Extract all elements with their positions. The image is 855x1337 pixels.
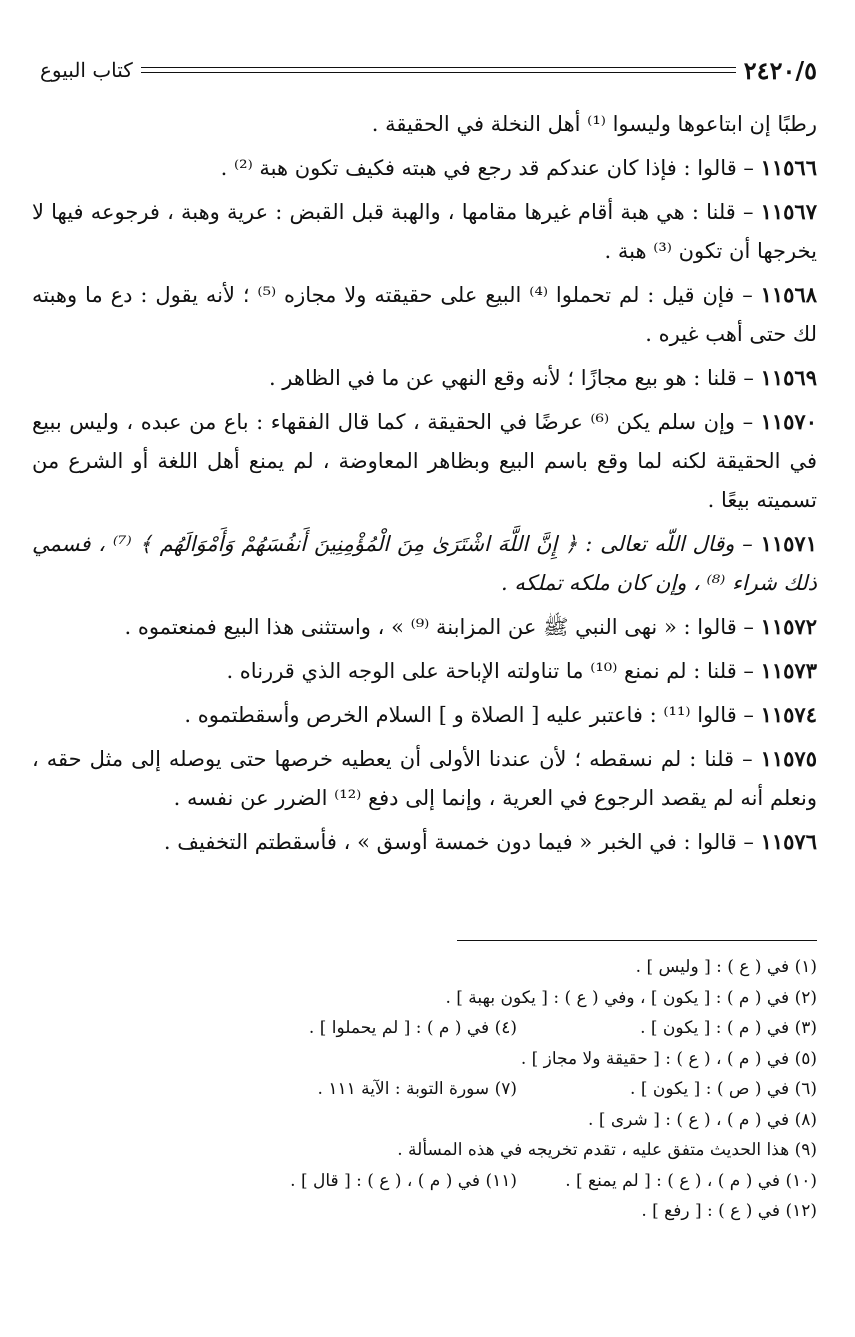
- footnote-row: [110, 983, 817, 1014]
- paragraph: [32, 275, 817, 354]
- paragraph: [32, 607, 817, 647]
- paragraph-number: ١١٥٧٥: [760, 746, 817, 771]
- page-number: ٢٤٢٠/٥: [743, 55, 817, 85]
- header-rule: [141, 67, 736, 73]
- footnote: (٩) هذا الحديث متفق عليه ، تقدم تخريجه في هذه المسألة .: [397, 1140, 817, 1160]
- footnote: (٥) في ( م ) ، ( ع ) : [ حقيقة ولا مجاز ] .: [520, 1048, 817, 1069]
- paragraph-number: ١١٥٧٦: [760, 829, 817, 854]
- footnote: (١٢) في ( ع ) : [ رفع ] .: [641, 1201, 817, 1221]
- paragraph-text: – قالوا : « نهى النبي ﷺ عن المزابنة ⁽⁹⁾ » ، واستثنى هذا البيع فمنعتموه .: [124, 615, 761, 639]
- paragraph: [32, 822, 817, 862]
- paragraph-text: – فإن قيل : لم تحملوا ⁽⁴⁾ البيع على حقيقته ولا مجازه ⁽⁵⁾ ؛ لأنه يقول : دع ما وهبته لك حتى أهب غيره .: [32, 283, 817, 346]
- paragraph-text: – قالوا ⁽¹¹⁾ : فاعتبر عليه [ الصلاة و ] السلام الخرص وأسقطتموه .: [184, 703, 761, 727]
- footnote: (١) في ( ع ) : [ وليس ] .: [635, 957, 817, 977]
- footnote-row: [110, 1013, 817, 1044]
- paragraph-text: – وقال اللّه تعالى : ﴿ إِنَّ اللَّهَ اشْتَرَىٰ مِنَ الْمُؤْمِنِينَ أَنفُسَهُمْ وَأَمْوَالَهُم ﴾ ⁽⁷⁾ ، فسمي ذلك شراء ⁽⁸⁾ ، وإن كان ملكه تملكه .: [32, 532, 817, 595]
- paragraph-number: ١١٥٦٧: [760, 199, 817, 224]
- footnote: (٦) في ( ص ) : [ يكون ] .: [630, 1079, 817, 1099]
- paragraph-number: ١١٥٦٩: [760, 365, 817, 390]
- paragraph-number: ١١٥٦٨: [760, 282, 818, 307]
- main-text: [32, 104, 817, 866]
- footnote: (٣) في ( م ) : [ يكون ] .: [640, 1018, 817, 1038]
- paragraph-text: – قلنا : هي هبة أقام غيرها مقامها ، والهبة قبل القبض : عرية وهبة ، فرجوعه فيها لا يخرجها أن تكون ⁽³⁾ هبة .: [32, 200, 817, 263]
- paragraph-text: – قلنا : لم نمنع ⁽¹⁰⁾ ما تناولته الإباحة على الوجه الذي قررناه .: [226, 659, 761, 683]
- footnote-row: [110, 1166, 817, 1197]
- paragraph-number: ١١٥٧٣: [760, 658, 817, 683]
- footnote-row: [110, 1074, 817, 1105]
- paragraph-number: ١١٥٧١: [760, 531, 817, 556]
- footnote-row: [110, 1135, 817, 1166]
- paragraph: [32, 192, 817, 271]
- book-title: كتاب البيوع: [40, 58, 133, 82]
- paragraph: [32, 739, 817, 818]
- paragraph-text: – وإن سلم يكن ⁽⁶⁾ عرضًا في الحقيقة ، كما قال الفقهاء : باع من عبده ، وليس ببيع في الحقيقة لكنه لما وقع باسم البيع وبظاهر المعاوضة ، لم يمنع أهل اللغة أو الشرع من تسميته بيعًا .: [32, 410, 817, 512]
- footnote-row: [110, 1044, 817, 1075]
- paragraph-text: – قالوا : فإذا كان عندكم قد رجع في هبته فكيف تكون هبة ⁽²⁾ .: [220, 156, 761, 180]
- paragraph: [32, 402, 817, 520]
- footnote-row: [110, 1196, 817, 1227]
- paragraph-text: رطبًا إن ابتاعوها وليسوا ⁽¹⁾ أهل النخلة في الحقيقة .: [371, 112, 817, 136]
- paragraph: [32, 104, 817, 144]
- footnote: (٢) في ( م ) : [ يكون ] ، وفي ( ع ) : [ يكون بهبة ] .: [445, 987, 817, 1008]
- paragraph-text: – قلنا : لم نسقطه ؛ لأن عندنا الأولى أن يعطيه خرصها حتى يوصله إلى مثل حقه ، ونعلم أنه لم يقصد الرجوع في العرية ، وإنما إلى دفع ⁽¹²⁾ الضرر عن نفسه .: [32, 747, 817, 810]
- footnote: (٨) في ( م ) ، ( ع ) : [ شرى ] .: [588, 1109, 817, 1130]
- paragraph-number: ١١٥٧٢: [760, 614, 817, 639]
- footnote-row: [110, 952, 817, 983]
- footnote-divider: [457, 940, 817, 941]
- paragraph: [32, 695, 817, 735]
- paragraph-text: – قلنا : هو بيع مجازًا ؛ لأنه وقع النهي عن ما في الظاهر .: [268, 366, 761, 390]
- paragraph-text: – قالوا : في الخبر « فيما دون خمسة أوسق » ، فأسقطتم التخفيف .: [163, 830, 761, 854]
- paragraph: [32, 524, 817, 603]
- footnote: (٤) في ( م ) : [ لم يحملوا ] .: [308, 1018, 517, 1038]
- footnote: (١٠) في ( م ) ، ( ع ) : [ لم يمنع ] .: [565, 1170, 817, 1191]
- paragraph: [32, 651, 817, 691]
- footnote: (١١) في ( م ) ، ( ع ) : [ قال ] .: [290, 1170, 517, 1191]
- paragraph: [32, 358, 817, 398]
- footnote-row: [110, 1105, 817, 1136]
- paragraph-number: ١١٥٧٤: [760, 702, 817, 727]
- footnote: (٧) سورة التوبة : الآية ١١١ .: [317, 1079, 517, 1099]
- paragraph: [32, 148, 817, 188]
- paragraph-number: ١١٥٧٠: [760, 409, 817, 434]
- footnotes: [110, 952, 817, 1227]
- paragraph-number: ١١٥٦٦: [760, 155, 817, 180]
- page-header: [40, 52, 817, 88]
